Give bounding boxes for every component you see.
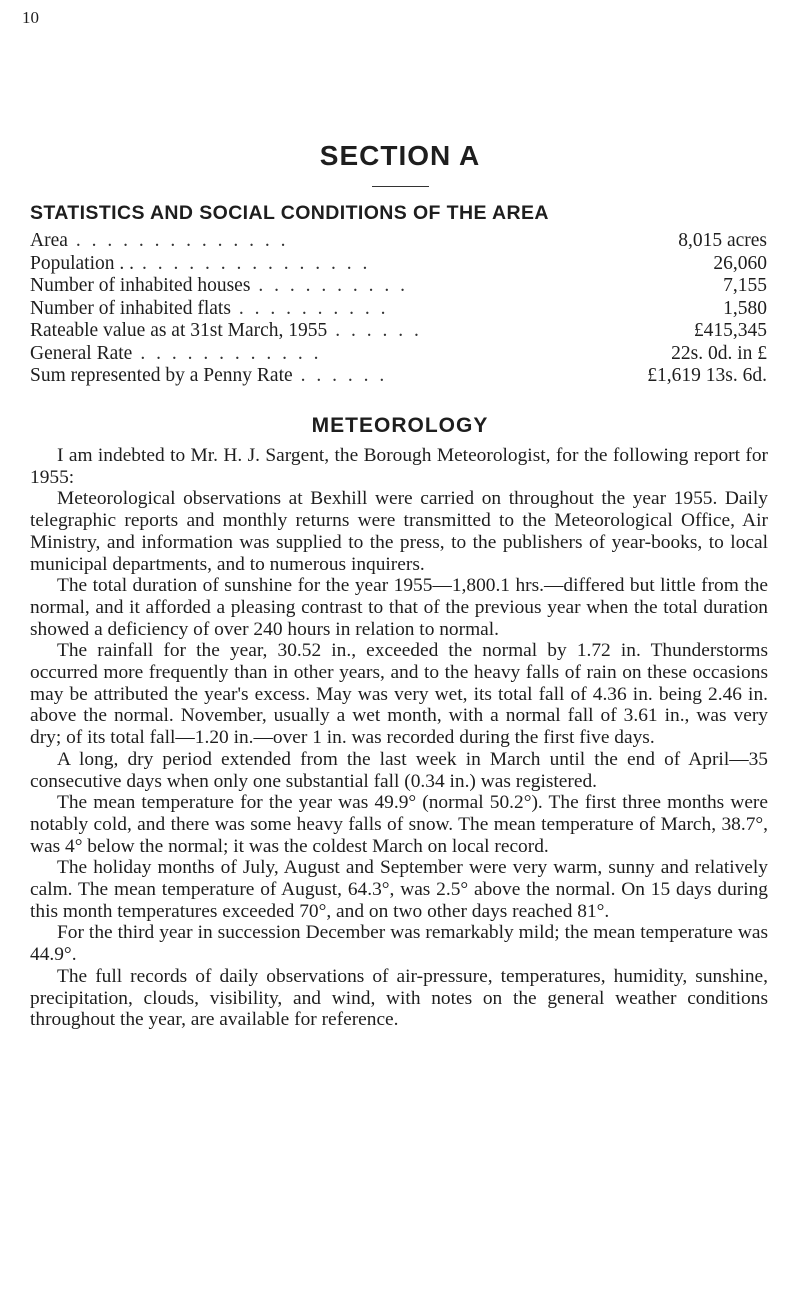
- stat-row-population: [30, 253, 767, 276]
- statistics-table: [30, 230, 767, 388]
- paragraph-dry-period: A long, dry period extended from the last week in March until the end of April—35 consecutive days when only one substantial fall (0.34 in.) was registered.: [30, 748, 768, 792]
- paragraph-mean-temperature: The mean temperature for the year was 49.9° (normal 50.2°). The first three months were notably cold, and there was some heavy falls of snow. The mean temperature of March, 38.7°, was 4° below the normal; it was the coldest March on local record.: [30, 792, 768, 857]
- leader-dots: . . . . . . . . . . . . . . .: [142, 252, 371, 274]
- stat-label: General Rate: [30, 342, 133, 364]
- paragraph-december: For the third year in succession December was remarkably mild; the mean temperature was 44.9°.: [30, 922, 768, 966]
- stat-row-general-rate: [30, 343, 767, 366]
- section-title: SECTION A: [319, 140, 481, 171]
- stat-row-rateable-value: [30, 320, 767, 343]
- page-number: 10: [22, 8, 39, 27]
- stat-value: 7,155: [723, 275, 767, 296]
- paragraph-records: The full records of daily observations of air-pressure, temperatures, humidity, sunshine, precipitation, clouds, visibility, and wind, with notes on the general weather conditions throughout the year, are available for reference.: [30, 965, 768, 1031]
- stat-row-area: [30, 230, 767, 253]
- stat-value: 1,580: [723, 297, 767, 319]
- meteorology-heading: METEOROLOGY: [311, 414, 489, 437]
- leader-dots: . . . . . . . . . .: [258, 275, 409, 296]
- leader-dots: . . . . . . . . . . . . . .: [75, 230, 289, 251]
- stat-label: Population . .: [30, 252, 135, 274]
- leader-dots: . . . . . . . . . . . .: [140, 342, 322, 364]
- stat-label: Sum represented by a Penny Rate: [30, 365, 293, 386]
- meteorology-report: [30, 445, 768, 1031]
- paragraph-rainfall: The rainfall for the year, 30.52 in., exceeded the normal by 1.72 in. Thunderstorms occurred more frequently than in other years, and to the heavy falls of rain on these occasions may be attributed the year's excess. May was very wet, its total fall of 4.36 in. being 2.46 in. above the normal. November, usually a wet month, with a normal fall of 3.61 in., was very dry; of its total fall—1.20 in.—over 1 in. was recorded during the first five days.: [30, 640, 768, 749]
- paragraph-acknowledgement: I am indebted to Mr. H. J. Sargent, the Borough Meteorologist, for the following report for 1955:: [30, 445, 768, 488]
- stat-value: 8,015 acres: [678, 230, 767, 251]
- stat-label: Rateable value as at 31st March, 1955: [30, 320, 328, 341]
- leader-dots: . . . . . . . . . .: [238, 297, 389, 319]
- paragraph-sunshine: The total duration of sunshine for the year 1955—1,800.1 hrs.—differed but little from the normal, and it afforded a pleasing contrast to that of the previous year when the total duration showed a deficiency of over 240 hours in relation to normal.: [30, 575, 768, 640]
- stat-value: £1,619 13s. 6d.: [647, 365, 767, 386]
- stat-value: £415,345: [693, 320, 767, 341]
- statistics-heading: STATISTICS AND SOCIAL CONDITIONS OF THE AREA: [30, 202, 549, 224]
- paragraph-observations: Meteorological observations at Bexhill were carried on throughout the year 1955. Daily telegraphic reports and monthly returns were transmitted to the Meteorological Office, Air Ministry, and information was supplied to the press, to the publishers of year-books, to local municipal departments, and to numerous inquirers.: [30, 488, 768, 575]
- paragraph-summer: The holiday months of July, August and September were very warm, sunny and relatively calm. The mean temperature of August, 64.3°, was 2.5° above the normal. On 15 days during this month temperatures exceeded 70°, and on two other days reached 81°.: [30, 857, 768, 922]
- stat-row-houses: [30, 275, 767, 298]
- stat-value: 26,060: [713, 252, 767, 274]
- stat-label: Area: [30, 230, 68, 251]
- section-divider: [372, 186, 429, 187]
- stat-value: 22s. 0d. in £: [671, 342, 767, 364]
- stat-label: Number of inhabited flats: [30, 297, 231, 319]
- leader-dots: . . . . . .: [335, 320, 422, 341]
- leader-dots: . . . . . .: [300, 365, 388, 386]
- stat-row-flats: [30, 298, 767, 321]
- stat-label: Number of inhabited houses: [30, 275, 251, 296]
- stat-row-penny-rate: [30, 365, 767, 388]
